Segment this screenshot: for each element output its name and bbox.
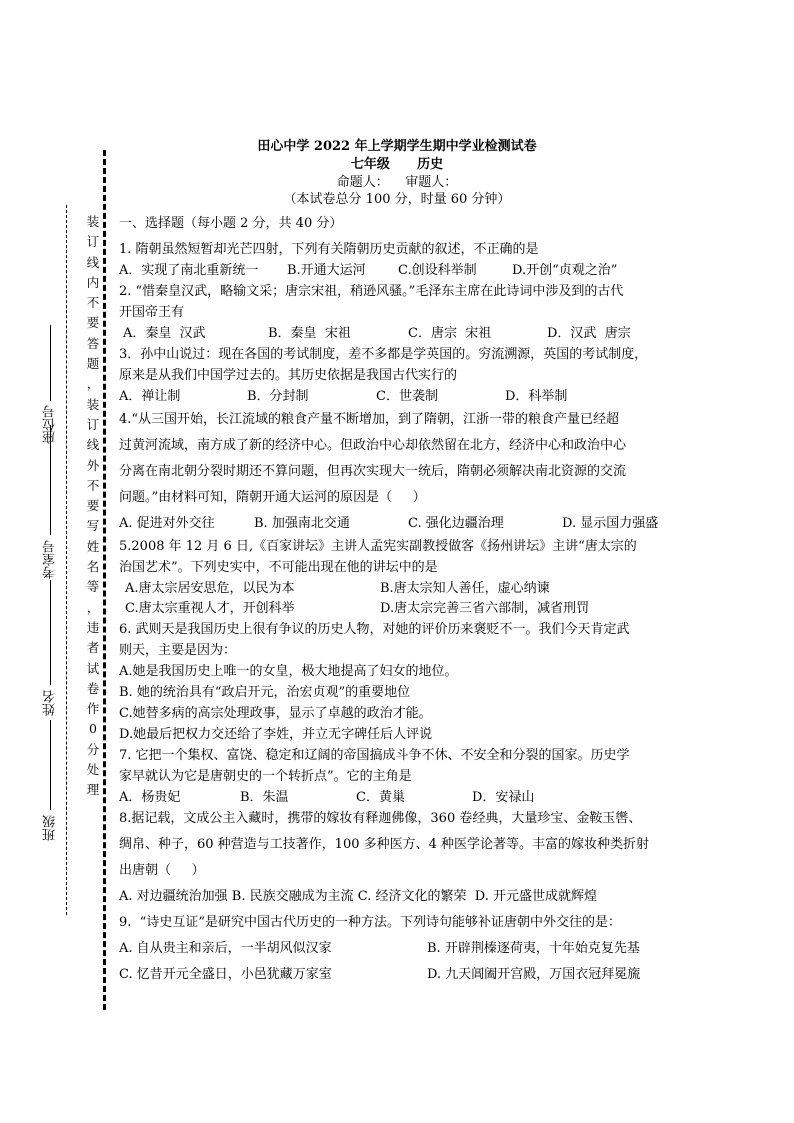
- q6-stem-line2: 则天，主要是因为：: [119, 643, 237, 658]
- exam-room-line: [50, 425, 51, 535]
- binding-warning-char: 订: [86, 416, 100, 432]
- binding-warning-char: 外: [86, 457, 100, 473]
- q1-option-b: B.开通大运河: [287, 263, 366, 278]
- q2-option-d: D．汉武 唐宗: [547, 326, 631, 341]
- q8-stem-line3: 出唐朝（ ）: [119, 863, 205, 878]
- exam-note: （本试卷总分 100 分，时量 60 分钟）: [283, 192, 511, 207]
- q4-option-a: A. 促进对外交往: [119, 516, 215, 531]
- binding-warning-char: 处: [86, 762, 100, 778]
- binding-cut-line-bold: [103, 150, 106, 1010]
- binding-cut-line-thin: [66, 205, 67, 915]
- binding-warning-char: 理: [86, 782, 100, 798]
- q4-option-d: D. 显示国力强盛: [562, 516, 659, 531]
- q8-stem-line2: 绸帛、种子，60 种营造与工技著作，100 多种医方、4 种医学论著等。丰富的嫁妆种类折射: [119, 837, 650, 852]
- q2-option-b: B．秦皇 宋祖: [268, 326, 351, 341]
- q5-option-d: D.唐太宗完善三省六部制，减省刑罚: [380, 601, 590, 616]
- section-heading: 一、选择题（每小题 2 分，共 40 分）: [119, 216, 343, 231]
- grade-subject: 七年级 历史: [350, 157, 444, 172]
- name-label: 姓名: [42, 690, 58, 716]
- exam-title: 田心中学 2022 年上学期学生期中学业检测试卷: [257, 139, 537, 154]
- binding-warning-char: 装: [86, 214, 100, 229]
- q2-option-a: A．秦皇 汉武: [123, 326, 206, 341]
- binding-warning-char: 0: [89, 721, 97, 737]
- exam-room-label: 考室号: [42, 540, 58, 579]
- q2-stem-line2: 开国帝王有: [119, 305, 185, 320]
- binding-warning-char: 写: [86, 518, 100, 534]
- binding-warning-char: 要: [86, 315, 100, 331]
- q3-option-d: D．科举制: [505, 389, 568, 404]
- q4-option-c: C. 强化边疆治理: [408, 516, 504, 531]
- binding-warning-char: 姓: [86, 538, 100, 554]
- seat-number-line: [50, 325, 51, 401]
- binding-warning-char: 内: [86, 274, 100, 290]
- q3-stem-line1: 3．孙中山说过：现在各国的考试制度，差不多都是学英国的。穷流溯源，英国的考试制度，: [119, 347, 648, 362]
- q7-stem-line1: 7. 它把一个集权、富饶、稳定和辽阔的帝国搞成斗争不休、不安全和分裂的国家。历史学: [119, 748, 630, 763]
- q2-option-c: C．唐宗 宋祖: [408, 326, 492, 341]
- q6-option-c: C.她替多病的高宗处理政事，显示了卓越的政治才能。: [119, 706, 432, 721]
- binding-warning-char: 名: [86, 559, 100, 575]
- q3-option-a: A．禅让制: [119, 389, 181, 404]
- binding-warning-char: 不: [86, 477, 100, 493]
- binding-warning-char: 订: [86, 234, 100, 250]
- q7-option-a: A．杨贵妃: [119, 790, 181, 805]
- binding-warning-char: ，: [86, 376, 100, 392]
- q3-option-b: B．分封制: [247, 389, 309, 404]
- q3-stem-line2: 原来是从我们中国学过去的。其历史依据是我国古代实行的: [119, 368, 458, 383]
- q4-stem-line2: 过黄河流域，南方成了新的经济中心。但政治中心却依然留在北方，经济中心和政治中心: [119, 438, 627, 453]
- q9-option-a: A. 自从贵主和亲后，一半胡风似汉家: [119, 941, 332, 956]
- q5-option-a: A.唐太宗居安思危，以民为本: [125, 581, 295, 596]
- binding-warning-char: 要: [86, 498, 100, 514]
- q9-option-b: B. 开辟荆榛逐荷夷，十年始克复先基: [427, 941, 640, 956]
- binding-warning-char: 线: [86, 437, 100, 453]
- q7-stem-line2: 家早就认为它是唐朝史的一个转折点”。它的主角是: [119, 769, 412, 784]
- q6-option-b: B. 她的统治具有“政启开元，治宏贞观”的重要地位: [119, 685, 411, 700]
- q8-options: A. 对边疆统治加强 B. 民族交融成为主流 C. 经济文化的繁荣 D. 开元盛世成就辉煌: [119, 889, 597, 904]
- binding-warning-char: 装: [86, 396, 100, 412]
- q8-stem-line1: 8.据记载，文成公主入藏时，携带的嫁妆有释迦佛像，360 卷经典，大量珍宝、金鞍玉辔、: [119, 811, 642, 826]
- q6-stem-line1: 6. 武则天是我国历史上很有争议的历史人物，对她的评价历来褒贬不一。我们今天肯定武: [119, 622, 630, 637]
- q4-stem-line1: 4.“从三国开始，长江流域的粮食产量不断增加，到了隋朝，江浙一带的粮食产量已经超: [119, 412, 620, 427]
- q1-option-a: A．实现了南北重新统一: [119, 263, 259, 278]
- binding-warning-char: 试: [86, 660, 100, 676]
- q3-option-c: C．世袭制: [376, 389, 438, 404]
- binding-warning-char: 卷: [86, 680, 100, 696]
- binding-warning-char: 分: [86, 741, 100, 757]
- binding-warning-char: 题: [86, 356, 100, 372]
- binding-warning-char: 者: [86, 640, 100, 656]
- binding-warning-char: 作: [86, 701, 100, 717]
- author-info: 命题人： 审题人：: [336, 175, 458, 190]
- q9-stem: 9. “诗史互证”是研究中国古代历史的一种方法。下列诗句能够补证唐朝中外交往的是：: [119, 915, 621, 930]
- q7-option-b: B．朱温: [240, 790, 289, 805]
- name-line: [50, 580, 51, 685]
- q9-option-d: D. 九天阊阖开宫殿，万国衣冠拜冕旒: [427, 967, 641, 982]
- binding-warning-char: 不: [86, 295, 100, 311]
- q5-stem-line2: 治国艺术”。下列史实中，不可能出现在他的讲坛中的是: [119, 560, 438, 575]
- q9-option-c: C. 忆昔开元全盛日，小邑犹藏万家室: [119, 967, 332, 982]
- class-line: [50, 720, 51, 810]
- class-label: 班级: [42, 815, 58, 841]
- q4-option-b: B. 加强南北交通: [254, 516, 350, 531]
- q5-option-c: C.唐太宗重视人才，开创科举: [125, 601, 295, 616]
- q5-option-b: B.唐太宗知人善任，虚心纳谏: [380, 581, 550, 596]
- q5-stem-line1: 5.2008 年 12 月 6 日,《百家讲坛》主讲人孟宪实副教授做客《扬州讲坛》主讲“唐太宗的: [119, 539, 637, 554]
- q6-option-a: A.她是我国历史上唯一的女皇，极大地提高了妇女的地位。: [119, 664, 458, 679]
- q1-option-d: D.开创“贞观之治”: [512, 263, 618, 278]
- q7-option-d: D．安禄山: [472, 790, 535, 805]
- q6-option-d: D.她最后把权力交还给了李姓，并立无字碑任后人评说: [119, 727, 433, 742]
- binding-warning-char: ，: [86, 599, 100, 615]
- binding-warning-char: 答: [86, 335, 100, 351]
- q2-stem-line1: 2. “惜秦皇汉武，略输文采；唐宗宋祖，稍逊风骚。”毛泽东主席在此诗词中涉及到的古代: [119, 284, 624, 299]
- q1-stem: 1. 隋朝虽然短暂却光芒四射，下列有关隋朝历史贡献的叙述，不正确的是: [119, 242, 539, 257]
- binding-warning-char: 线: [86, 254, 100, 270]
- q1-option-c: C.创设科举制: [398, 263, 477, 278]
- seat-number-label: 座位号: [42, 405, 58, 444]
- binding-warning-char: 违: [86, 619, 100, 635]
- binding-warning-char: 等: [86, 579, 100, 595]
- q7-option-c: C．黄巢: [356, 790, 405, 805]
- q4-stem-line4: 问题。”由材料可知，隋朝开通大运河的原因是（ ）: [119, 490, 426, 505]
- binding-warning-text: [85, 212, 101, 801]
- q4-stem-line3: 分离在南北朝分裂时期还不算问题，但再次实现大一统后，隋朝必须解决南北资源的交流: [119, 464, 627, 479]
